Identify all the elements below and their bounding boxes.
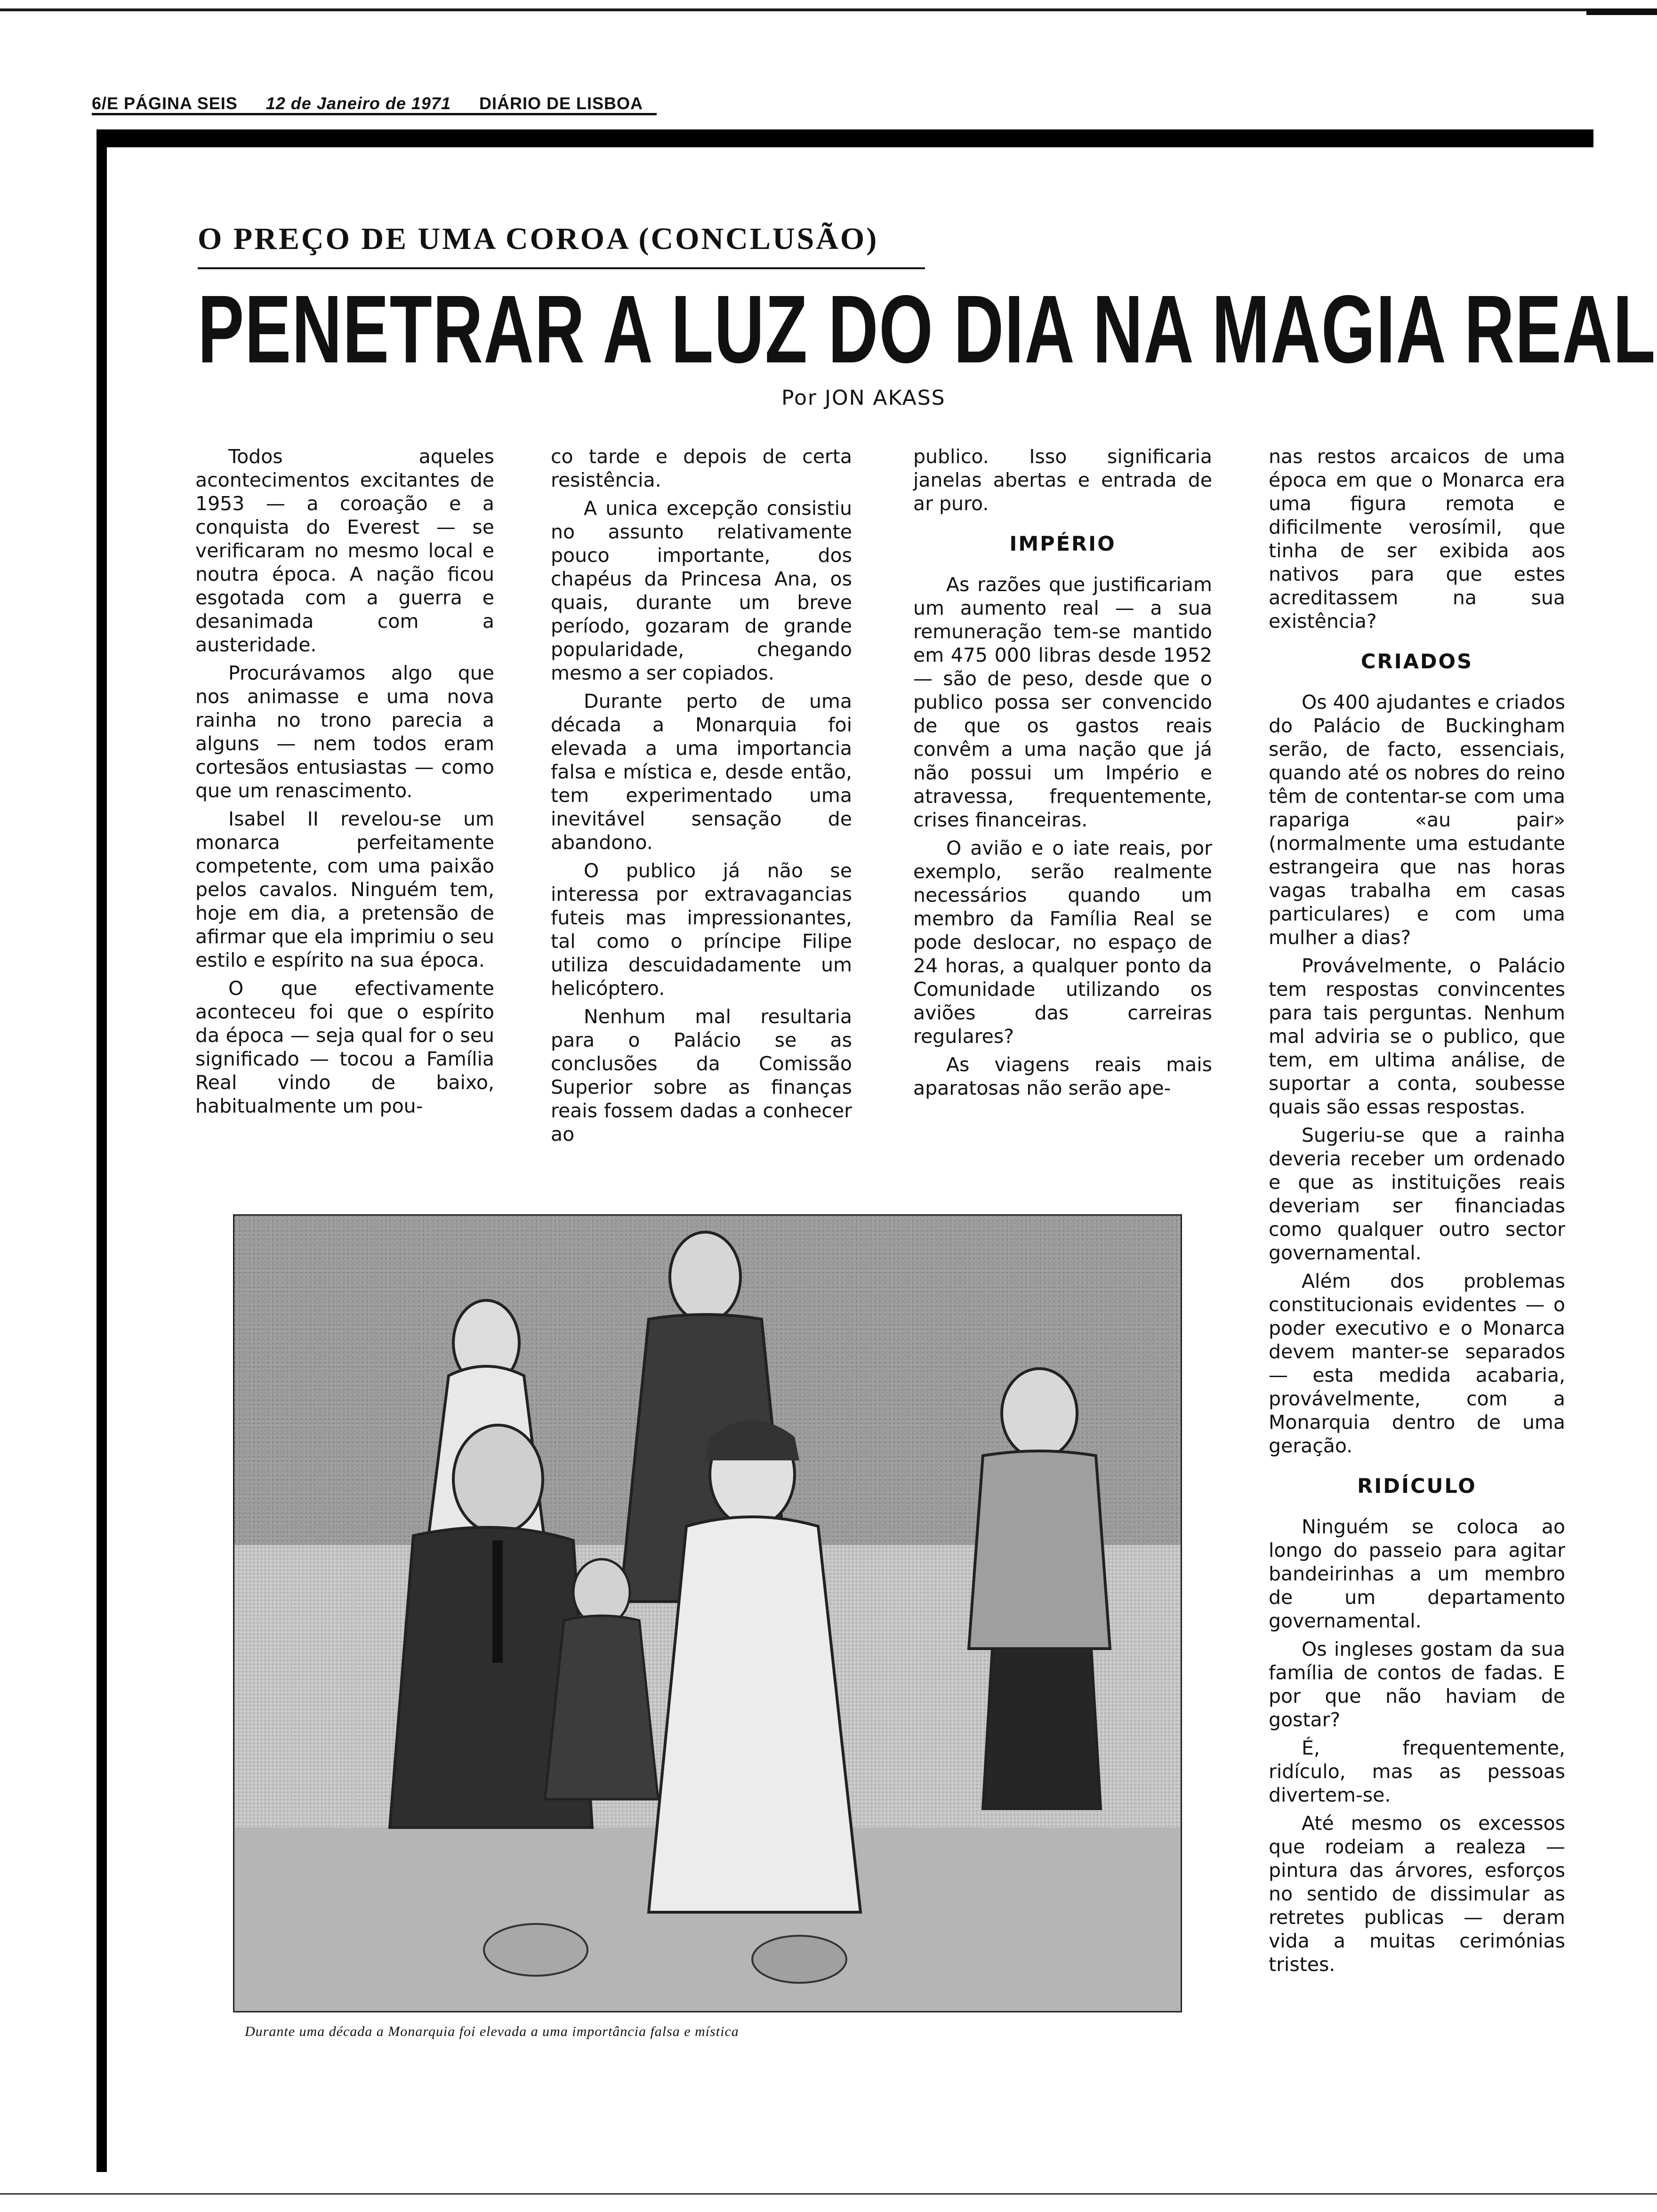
paragraph: co tarde e depois de certa resistência. xyxy=(551,445,852,491)
page-top-rule xyxy=(0,8,1657,11)
paragraph: Nenhum mal resultaria para o Palácio se as conclusões da Comissão Superior sobre as finanças reais fossem dadas a conhecer ao xyxy=(551,1005,852,1146)
paragraph: O que efectivamente aconteceu foi que o espírito da época — seja qual for o seu significado — tocou a Família Real vindo de baixo, habitualmente um pou- xyxy=(195,977,494,1117)
paragraph: Os ingleses gostam da sua família de contos de fadas. E por que não haviam de gostar? xyxy=(1269,1638,1565,1731)
paragraph: Procurávamos algo que nos animasse e uma nova rainha no trono parecia a alguns — nem todos eram cortesãos entusiastas — como que um renascimento. xyxy=(195,662,494,802)
kicker-rule xyxy=(198,267,925,269)
paragraph: Provávelmente, o Palácio tem respostas convincentes para tais perguntas. Nenhum mal adviria se o publico, que tem, em ultima análise, de suportar a conta, soubesse quais são essas respostas. xyxy=(1269,954,1565,1118)
royal-family-photo xyxy=(233,1214,1182,2012)
photo-caption: Durante uma década a Monarquia foi elevada a uma importância falsa e mística xyxy=(245,2024,739,2039)
paragraph: Isabel II revelou-se um monarca perfeitamente competente, com uma paixão pelos cavalos. Ninguém tem, hoje em dia, a pretensão de afirmar que ela imprimiu o seu estilo e espírito na sua época. xyxy=(195,808,494,971)
paragraph: Ninguém se coloca ao longo do passeio para agitar bandeirinhas a um membro de um departamento governamental. xyxy=(1269,1515,1565,1632)
paragraph: Sugeriu-se que a rainha deveria receber um ordenado e que as instituições reais deveriam ser financiadas como qualquer outro sector governamental. xyxy=(1269,1124,1565,1264)
paragraph: Até mesmo os excessos que rodeiam a realeza — pintura das árvores, esforços no sentido de dissimular as retretes publicas — deram vida a muitas cerimónias tristes. xyxy=(1269,1812,1565,1976)
page-bottom-rule xyxy=(0,2193,1657,2195)
paragraph: nas restos arcaicos de uma época em que o Monarca era uma figura remota e dificilmente verosímil, que tinha de ser exibida aos nativos para que estes acreditassem na sua existência? xyxy=(1269,445,1565,633)
article-frame-top xyxy=(97,129,1593,147)
paragraph: É, frequentemente, ridículo, mas as pessoas divertem-se. xyxy=(1269,1737,1565,1806)
article-kicker: O PREÇO DE UMA COROA (CONCLUSÃO) xyxy=(198,222,879,256)
paragraph: publico. Isso significaria janelas abertas e entrada de ar puro. xyxy=(913,445,1212,515)
section-heading-ridiculo: RIDÍCULO xyxy=(1357,1475,1477,1498)
article-headline: PENETRAR A LUZ DO DIA NA MAGIA REAL xyxy=(198,275,1656,383)
paragraph: As razões que justificariam um aumento real — a sua remuneração tem-se mantido em 475 000 libras desde 1952 — são de peso, desde que o publico possa ser convencido de que os gastos reais convêm a uma nação que já não possui um Império e atravessa, frequentemente, crises financeiras. xyxy=(913,573,1212,831)
paragraph: Além dos problemas constitucionais evidentes — o poder executivo e o Monarca devem manter-se separados — esta medida acabaria, provávelmente, com a Monarquia dentro de uma geração. xyxy=(1269,1270,1565,1457)
paragraph: O publico já não se interessa por extravagancias futeis mas impressionantes, tal como o príncipe Filipe utiliza descuidadamente um helicóptero. xyxy=(551,859,852,1000)
folio-underline xyxy=(92,113,657,115)
paragraph: Os 400 ajudantes e criados do Palácio de Buckingham serão, de facto, essenciais, quando até os nobres do reino têm de contentar-se com uma rapariga «au pair» (normalmente uma estudante estrangeira que nas horas vagas trabalha em casas particulares) e com uma mulher a dias? xyxy=(1269,691,1565,949)
text-column-3 xyxy=(913,445,1212,1100)
royal-family-photo-illustration xyxy=(234,1216,1181,2011)
text-column-1 xyxy=(195,445,494,1118)
text-column-4 xyxy=(1269,445,1565,1976)
folio-paper-name: DIÁRIO DE LISBOA xyxy=(479,94,643,113)
article-frame-left xyxy=(97,129,107,2172)
folio-page: 6/E PÁGINA SEIS xyxy=(92,94,238,113)
page-corner-mark xyxy=(1586,8,1657,15)
paragraph: A unica excepção consistiu no assunto relativamente pouco importante, dos chapéus da Princesa Ana, os quais, durante um breve período, gozaram de grande popularidade, chegando mesmo a ser copiados. xyxy=(551,497,852,684)
paragraph: Todos aqueles acontecimentos excitantes de 1953 — a coroação e a conquista do Everest — se verificaram no mesmo local e noutra época. A nação ficou esgotada com a guerra e desanimada com a austeridade. xyxy=(195,445,494,656)
paragraph: O avião e o iate reais, por exemplo, serão realmente necessários quando um membro da Família Real se pode deslocar, no espaço de 24 horas, a qualquer ponto da Comunidade utilizando os aviões das carreiras regulares? xyxy=(913,837,1212,1048)
paragraph: Durante perto de uma década a Monarquia foi elevada a uma importancia falsa e mística e, desde então, tem experimentado uma inevitável sensação de abandono. xyxy=(551,690,852,854)
section-heading-imperio: IMPÉRIO xyxy=(1009,532,1116,556)
text-column-2 xyxy=(551,445,852,1146)
article-byline: Por JON AKASS xyxy=(781,386,946,410)
folio-date: 12 de Janeiro de 1971 xyxy=(265,94,451,113)
paragraph: As viagens reais mais aparatosas não serão ape- xyxy=(913,1053,1212,1099)
section-heading-criados: CRIADOS xyxy=(1360,650,1473,673)
